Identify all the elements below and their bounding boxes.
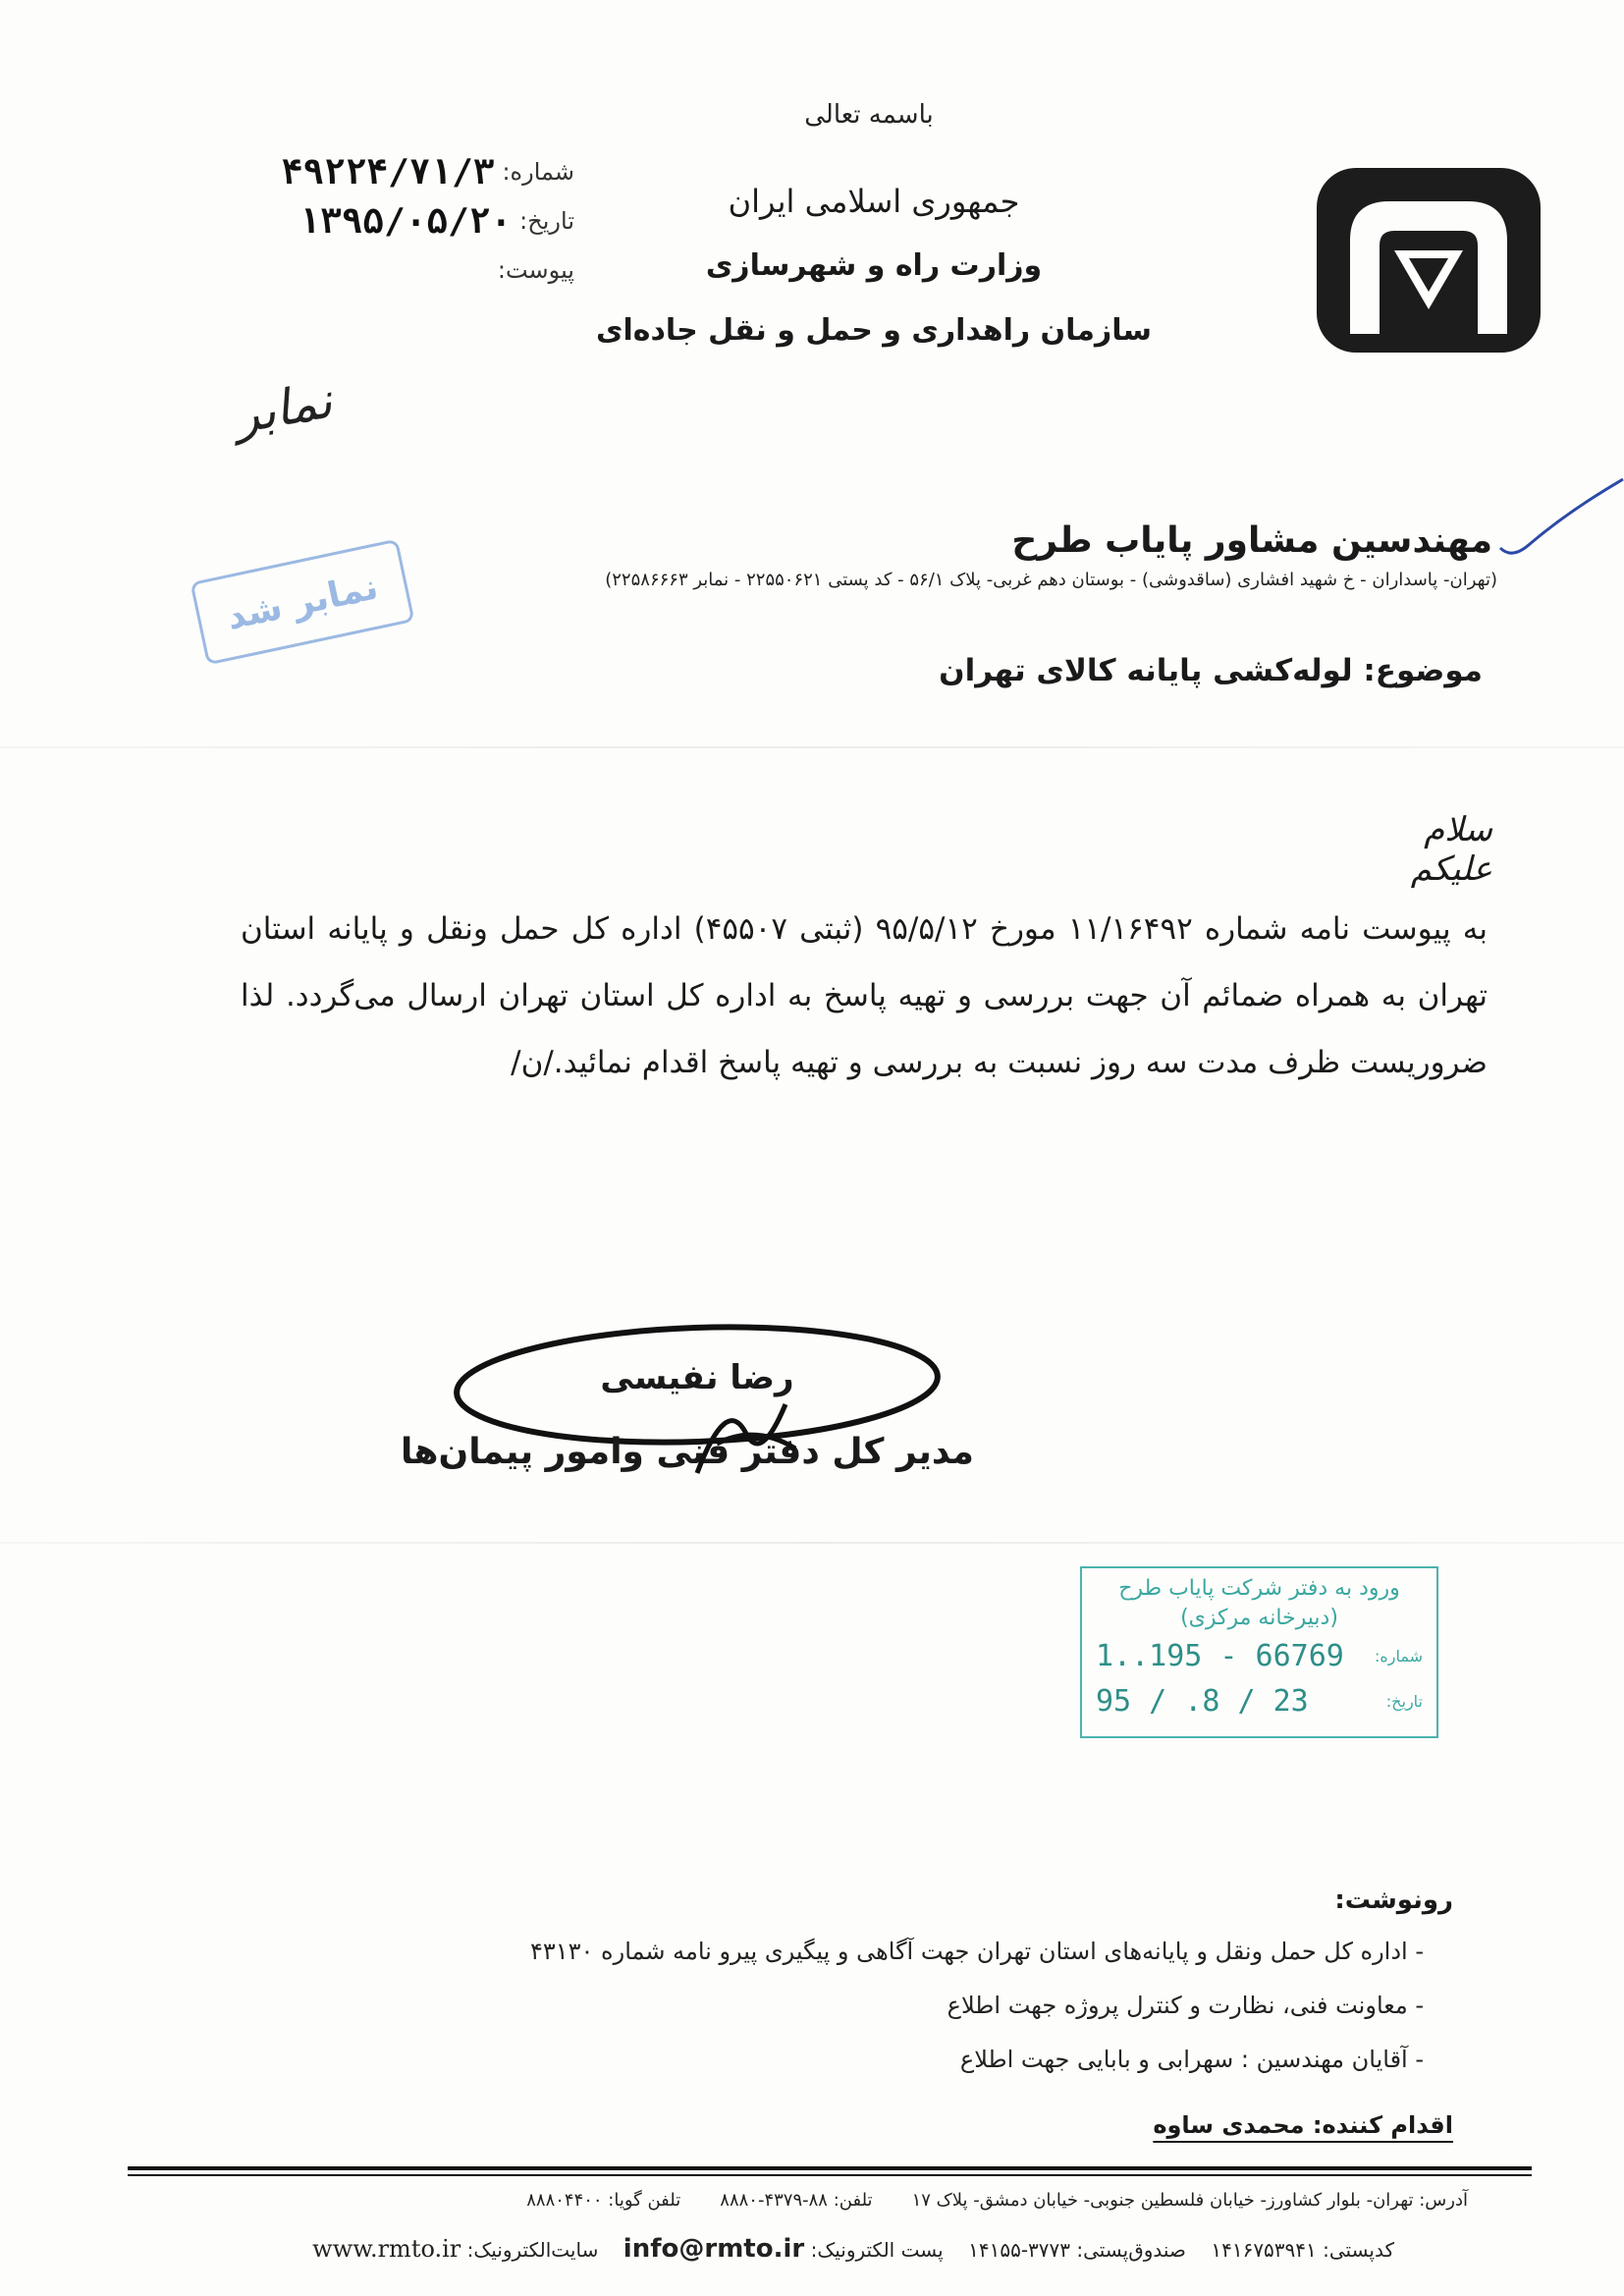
receipt-stamp-department: (دبیرخانه مرکزی) [1180,1606,1338,1630]
letter-date-label: تاریخ: [519,207,574,235]
signatory-title: مدیر کل دفتر فنی وامور پیمان‌ها [401,1432,974,1472]
receipt-stamp-company: ورود به دفتر شرکت پایاب طرح [1118,1576,1400,1601]
cc-item: - آقایان مهندسین : سهرابی و بابایی جهت اطلاع [959,2046,1424,2073]
letter-meta [250,147,574,295]
paper-fold [0,746,1624,748]
letter-subject: موضوع: لوله‌کشی پایانه کالای تهران [939,653,1483,688]
paper-fold [0,1542,1624,1544]
pen-check-icon [1490,471,1624,570]
letter-number: ۴۹۲۲۴/۷۱/۳ [281,151,495,192]
handwritten-fax-note: نمابر [230,371,337,445]
cc-item: - اداره کل حمل ونقل و پایانه‌های استان تهران جهت آگاهی و پیگیری پیرو نامه شماره ۴۳۱۳۰ [529,1938,1424,1965]
cc-item: - معاونت فنی، نظارت و کنترل پروژه جهت اطلاع [947,1992,1424,2019]
letter-body: به پیوست نامه شماره ۱۱/۱۶۴۹۲ مورخ ۹۵/۵/۱۲ (ثبتی ۴۵۵۰۷) اداره کل حمل ونقل و پایانه استان تهران به همراه ضمائم آن جهت بررسی و تهیه پاسخ به اداره کل استان تهران ارسال می‌گردد. لذا ضروریست ظرف مدت سه روز نسبت به بررسی و تهیه پاسخ اقدام نمائید./ن/ [241,911,1489,1080]
receipt-stamp [1080,1566,1438,1738]
footer-divider [128,2166,1532,2170]
footer-divider [128,2174,1532,2176]
footer-postal-code: کدپستی: ۱۴۱۶۷۵۳۹۴۱ [1211,2238,1394,2262]
receipt-date: 95 / .8 / 23 [1096,1683,1309,1719]
letter-date: ۱۳۹۵/۰۵/۲۰ [298,200,513,242]
fax-sent-stamp: نمابر شد [189,538,414,665]
footer-address: آدرس: تهران- بلوار کشاورز- خیابان فلسطین جنوبی- خیابان دمشق- پلاک ۱۷ [911,2190,1468,2211]
receipt-number-row [1096,1633,1423,1678]
organization-name: سازمان راهداری و حمل و نقل جاده‌ای [595,313,1153,348]
footer-email-label: پست الکترونیک: [810,2238,944,2262]
recipient-name: مهندسین مشاور پایاب طرح [1011,520,1492,561]
footer-contact-line [295,2234,1394,2264]
signature-scribble [668,1375,815,1493]
signatory-name: رضا نفیسی [600,1358,794,1397]
receipt-number-label: شماره: [1374,1646,1423,1666]
greeting: سلام علیکم [1410,810,1492,889]
letter-number-row [250,147,574,196]
basmeh-heading: باسمه تعالی [804,100,934,130]
footer-po-box: صندوق‌پستی: ۳۷۷۳-۱۴۱۵۵ [968,2238,1186,2262]
recipient-address: (تهران- پاسداران - خ شهید افشاری (ساقدوشی) - بوستان دهم غربی- پلاک ۵۶/۱ - کد پستی ۲۲۵۵۰۶۲۱ - نمابر ۲۲۵۸۶۶۶۳) [605,570,1497,590]
cc-list [324,1925,1424,2087]
letter-number-label: شماره: [502,158,574,186]
footer-phone: تلفن: ۸۸-۴۳۷۹-۸۸۸۰ [720,2190,873,2211]
footer-email-link[interactable]: info@rmto.ir [623,2234,805,2264]
letter-date-row [250,196,574,246]
footer-site-label: سایت‌الکترونیک: [466,2238,599,2262]
letterhead [589,169,1159,363]
action-by: اقدام کننده: محمدی ساوه [1153,2111,1453,2139]
footer-website-link[interactable]: www.rmto.ir [312,2235,461,2263]
footer-talking-phone: تلفن گویا: ۸۸۸۰۴۴۰۰ [526,2190,681,2211]
ministry-name: وزارت راه و شهرسازی [705,248,1043,283]
attachment-label: پیوست: [497,256,574,284]
receipt-date-row [1096,1678,1423,1723]
attachment-row [250,246,574,295]
country-name: جمهوری اسلامی ایران [728,183,1020,220]
footer-address-line [324,2190,1468,2211]
cc-title: رونوشت: [1334,1886,1453,1915]
receipt-number: 1..195 - 66769 [1096,1638,1344,1673]
receipt-date-label: تاریخ: [1385,1691,1423,1711]
ministry-logo-icon [1311,162,1546,358]
